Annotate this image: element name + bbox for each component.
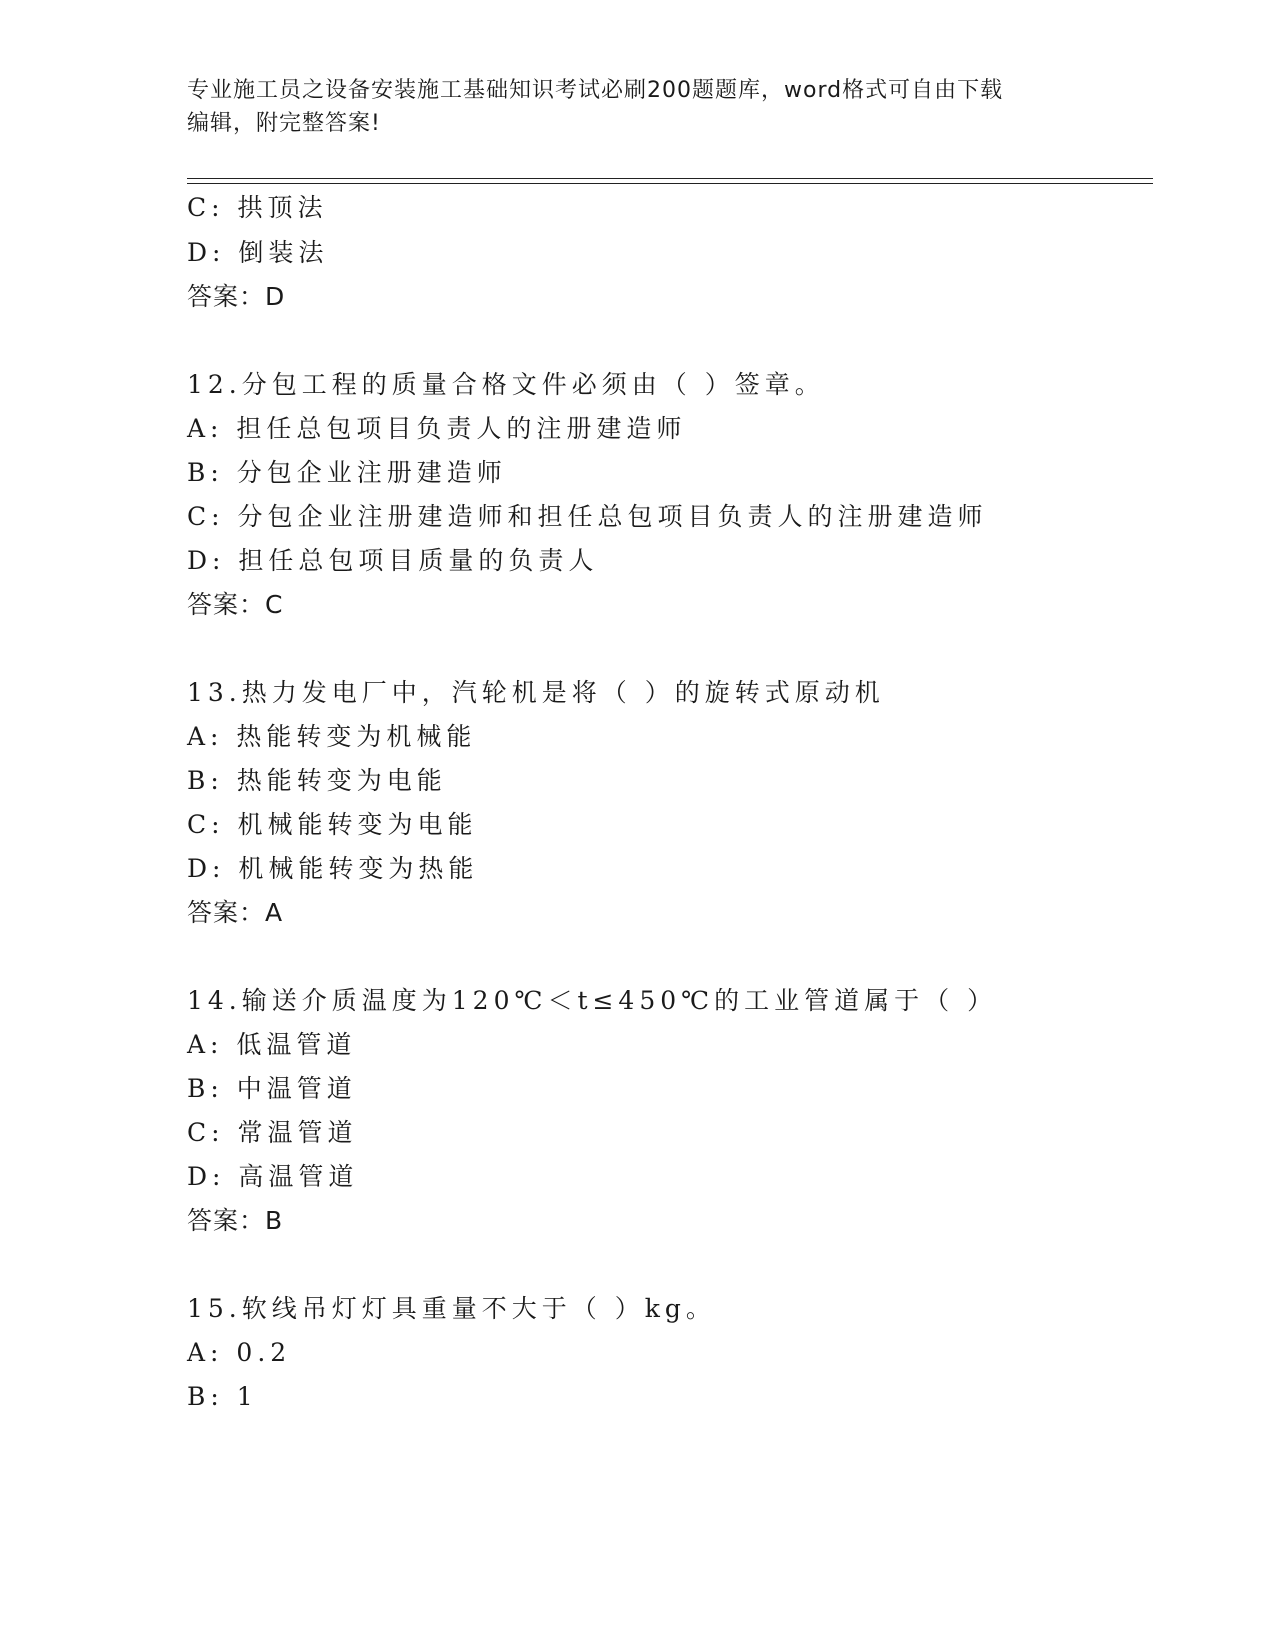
question-12-answer: 答案：C <box>187 590 284 619</box>
question-15-option-b: B: 1 <box>187 1382 258 1411</box>
prev-option-c: C: 拱顶法 <box>187 193 328 222</box>
question-13-option-c: C: 机械能转变为电能 <box>187 810 478 839</box>
question-14-option-b: B: 中温管道 <box>187 1074 357 1103</box>
header-divider-top <box>187 178 1153 179</box>
question-15-stem: 15.软线吊灯灯具重量不大于（ ）kg。 <box>187 1294 716 1323</box>
question-14-answer: 答案：B <box>187 1206 284 1235</box>
question-14-option-a: A: 低温管道 <box>187 1030 357 1059</box>
header-line-2: 编辑，附完整答案! <box>187 111 381 136</box>
question-12-option-d: D: 担任总包项目质量的负责人 <box>187 546 599 575</box>
question-12-stem: 12.分包工程的质量合格文件必须由（ ）签章。 <box>187 370 825 399</box>
question-12-option-a: A: 担任总包项目负责人的注册建造师 <box>187 414 687 443</box>
question-12-option-c: C: 分包企业注册建造师和担任总包项目负责人的注册建造师 <box>187 502 988 531</box>
question-13-option-b: B: 热能转变为电能 <box>187 766 447 795</box>
document-header <box>187 74 1067 140</box>
question-12-option-b: B: 分包企业注册建造师 <box>187 458 507 487</box>
question-13-answer: 答案：A <box>187 898 284 927</box>
prev-option-d: D: 倒装法 <box>187 238 329 267</box>
question-14-option-c: C: 常温管道 <box>187 1118 358 1147</box>
question-14-option-d: D: 高温管道 <box>187 1162 359 1191</box>
question-13-stem: 13.热力发电厂中，汽轮机是将（ ）的旋转式原动机 <box>187 678 885 707</box>
question-13-option-a: A: 热能转变为机械能 <box>187 722 477 751</box>
prev-answer: 答案：D <box>187 282 286 311</box>
header-divider-bottom <box>187 183 1153 184</box>
question-14-stem: 14.输送介质温度为120℃＜t≤450℃的工业管道属于（ ） <box>187 986 998 1015</box>
header-line-1: 专业施工员之设备安装施工基础知识考试必刷200题题库，word格式可自由下载 <box>187 78 1004 103</box>
question-15-option-a: A: 0.2 <box>187 1338 292 1367</box>
question-13-option-d: D: 机械能转变为热能 <box>187 854 479 883</box>
